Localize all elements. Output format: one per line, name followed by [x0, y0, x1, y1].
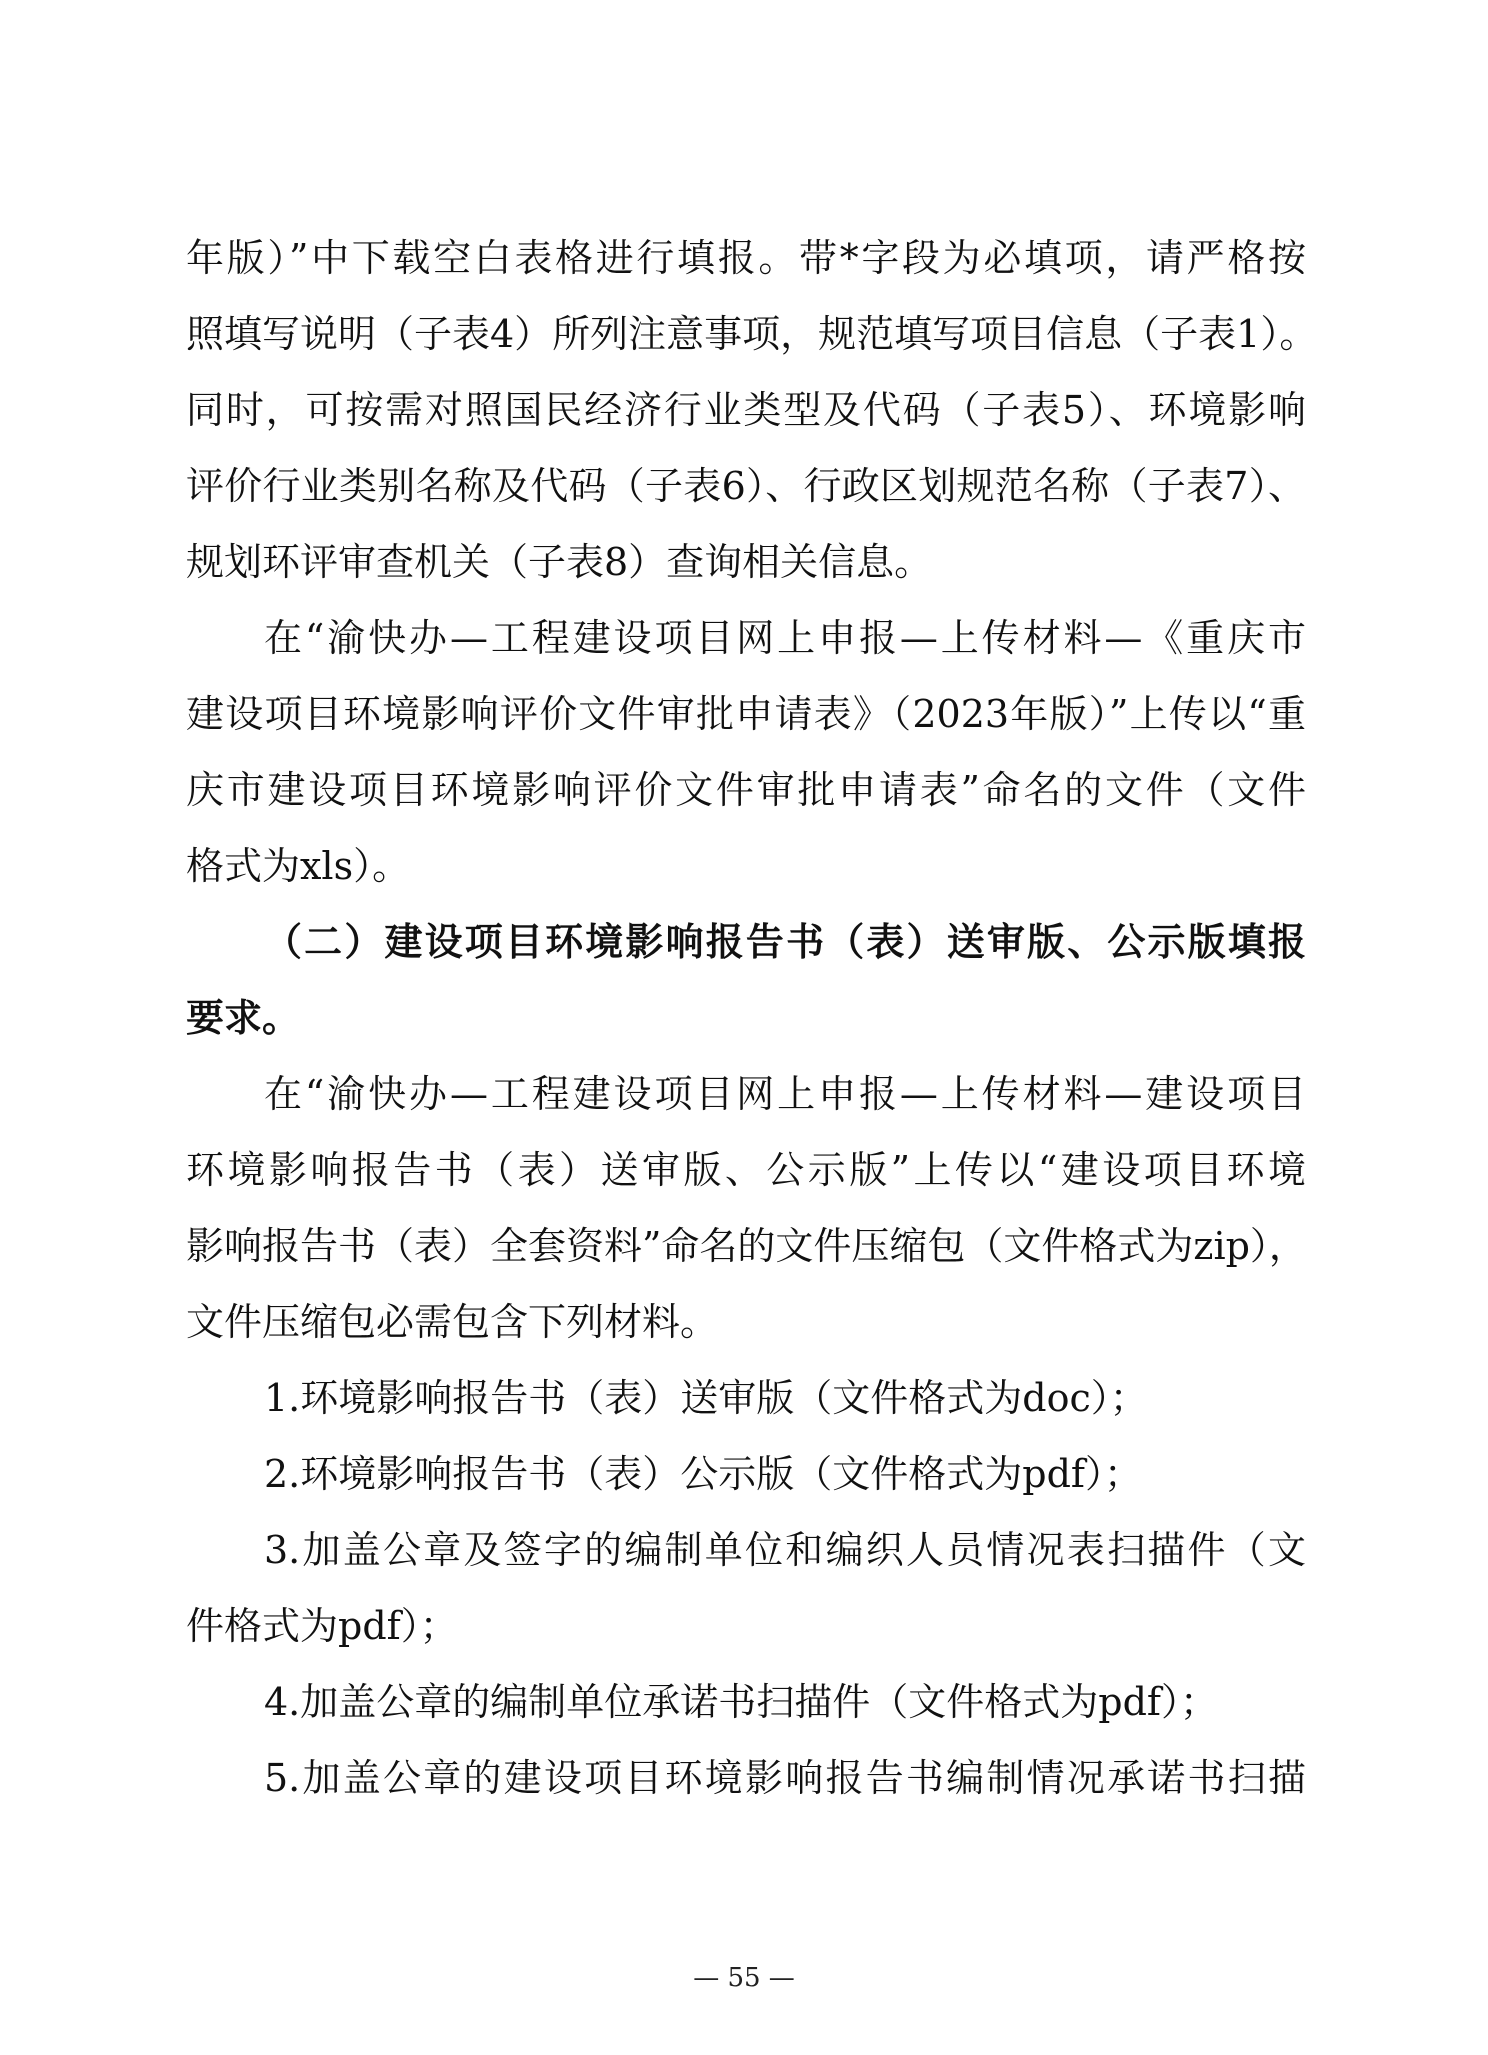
list-item: 件格式为pdf）； — [186, 1604, 458, 1648]
list-item: 2.环境影响报告书（表）公示版（文件格式为pdf）； — [264, 1452, 1142, 1496]
body-line: 格式为xls）。 — [186, 844, 411, 888]
body-line: 文件压缩包必需包含下列材料。 — [186, 1300, 719, 1344]
body-line: 照填写说明（子表4）所列注意事项，规范填写项目信息（子表1）。 — [186, 312, 1318, 356]
body-line: 庆市建设项目环境影响评价文件审批申请表”命名的文件（文件 — [186, 768, 1306, 812]
section-heading: （二）建设项目环境影响报告书（表）送审版、公示版填报 — [264, 919, 1306, 964]
body-line: 在“渝快办—工程建设项目网上申报—上传材料—《重庆市 — [264, 616, 1306, 660]
list-item: 4.加盖公章的编制单位承诺书扫描件（文件格式为pdf）； — [264, 1680, 1218, 1724]
body-line: 评价行业类别名称及代码（子表6）、行政区划规范名称（子表7）、 — [186, 464, 1306, 508]
body-line: 建设项目环境影响评价文件审批申请表》（2023年版）”上传以“重 — [186, 692, 1306, 736]
list-item: 3.加盖公章及签字的编制单位和编织人员情况表扫描件（文 — [264, 1528, 1306, 1572]
body-line: 影响报告书（表）全套资料”命名的文件压缩包（文件格式为zip）， — [186, 1224, 1307, 1268]
list-item: 1.环境影响报告书（表）送审版（文件格式为doc）； — [264, 1376, 1148, 1420]
body-line: 在“渝快办—工程建设项目网上申报—上传材料—建设项目 — [264, 1072, 1306, 1116]
body-line: 规划环评审查机关（子表8）查询相关信息。 — [186, 540, 933, 584]
page-number: — 55 — — [693, 1963, 795, 1993]
body-line: 同时，可按需对照国民经济行业类型及代码（子表5）、环境影响 — [186, 388, 1306, 432]
section-heading: 要求。 — [186, 995, 301, 1040]
list-item: 5.加盖公章的建设项目环境影响报告书编制情况承诺书扫描 — [264, 1756, 1306, 1800]
document-body — [186, 220, 1318, 1816]
body-line: 年版）”中下载空白表格进行填报。带*字段为必填项，请严格按 — [186, 236, 1306, 280]
body-line: 环境影响报告书（表）送审版、公示版”上传以“建设项目环境 — [186, 1148, 1306, 1192]
